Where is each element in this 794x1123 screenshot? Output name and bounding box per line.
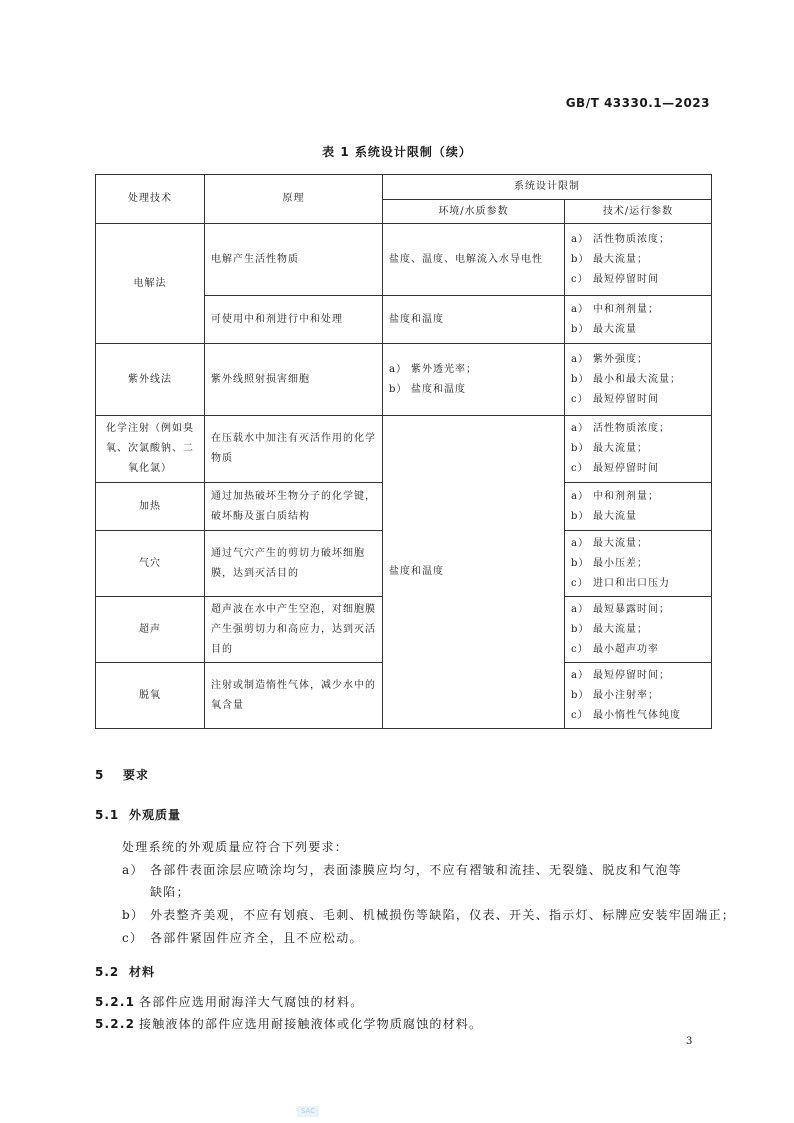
section-title: 材料 [129,965,156,979]
header-principle: 原理 [205,175,383,224]
design-limits-table [95,174,712,729]
param-item [571,270,705,290]
env-cell: 盐度和温度 [383,296,565,344]
table-row [96,344,712,416]
table-caption: 表 1 系统设计限制（续） [322,145,472,159]
principle-cell: 注射或制造惰性气体，减少水中的氧含量 [205,663,383,729]
technique-cavitation: 气穴 [96,531,205,597]
param-text: 最大流量 [593,510,637,522]
clause-5-2-2 [95,1015,482,1032]
param-item [571,390,705,410]
param-text: 最短停留时间 [593,463,659,474]
clause-5-2-1 [95,993,363,1010]
tech-cell [565,597,712,663]
param-item [389,380,558,400]
section-title: 外观质量 [129,808,182,822]
technique-uv: 紫外线法 [96,344,205,416]
principle-cell: 紫外线照射损害细胞 [205,344,383,416]
param-text: 最大流量 [593,323,637,335]
param-item [571,370,705,390]
param-item [571,459,705,479]
param-marker: a） [571,537,589,549]
tech-cell [565,483,712,531]
clause-text: 各部件应选用耐海洋大气腐蚀的材料。 [139,995,364,1009]
param-text: 最短停留时间 [593,273,659,285]
clause-number: 5.2.2 [95,1017,136,1031]
param-item [571,666,705,686]
param-item [571,250,705,270]
clause-number: 5.2.1 [95,995,136,1009]
param-item [571,230,705,250]
technique-ultrasonic: 超声 [96,597,205,663]
env-cell: 盐度、温度、电解流入水导电性 [383,224,565,296]
param-marker: b） [571,689,590,701]
principle-cell: 通过气穴产生的剪切力破坏细胞膜，达到灭活目的 [205,531,383,597]
param-marker: b） [571,373,590,385]
tech-cell [565,663,712,729]
param-text: 中和剂剂量； [593,303,659,315]
header-env-params: 环境/水质参数 [383,200,565,224]
param-marker: c） [571,709,589,721]
param-item [571,439,705,459]
param-text: 最大流量； [593,253,648,265]
param-text: 中和剂剂量； [593,490,659,502]
param-marker: c） [571,577,589,589]
param-item [571,574,705,594]
table-row [96,416,712,483]
param-marker: a） [389,363,407,375]
param-marker: c） [571,643,589,655]
param-text: 紫外透光率； [411,363,477,375]
appearance-intro: 处理系统的外观质量应符合下列要求： [122,840,349,854]
principle-cell: 在压载水中加注有灭活作用的化学物质 [205,416,383,483]
param-item [571,507,705,527]
param-text: 最小超声功率 [593,643,659,655]
param-marker: b） [571,510,590,522]
section-5-2-heading [95,963,155,980]
param-marker: b） [571,323,590,335]
header-technique: 处理技术 [96,175,205,224]
param-marker: a） [571,603,589,615]
section-number: 5.1 [95,808,120,822]
header-tech-params: 技术/运行参数 [565,200,712,224]
section-number: 5.2 [95,965,120,979]
param-marker: a） [571,303,589,315]
param-marker: b） [571,443,590,454]
param-marker: a） [571,233,589,245]
param-marker: c） [571,463,589,474]
principle-cell: 通过加热破坏生物分子的化学键，破坏酶及蛋白质结构 [205,483,383,531]
param-text: 活性物质浓度； [593,423,670,434]
principle-cell: 超声波在水中产生空泡，对细胞膜产生强剪切力和高应力，达到灭活目的 [205,597,383,663]
param-text: 活性物质浓度； [593,233,670,245]
param-item [571,600,705,620]
param-marker: a） [571,353,589,365]
param-item [571,350,705,370]
watermark-logo: SAC [297,1106,319,1117]
tech-cell [565,344,712,416]
item-text: 各部件表面涂层应喷涂均匀，表面漆膜应均匀，不应有褶皱和流挂、无裂缝、脱皮和气泡等 [150,863,683,877]
param-text: 进口和出口压力 [593,577,670,589]
param-text: 盐度和温度 [411,383,466,395]
param-text: 最短停留时间 [593,393,659,405]
param-text: 最小压差； [593,557,648,569]
item-text-continuation: 缺陷； [150,885,190,899]
param-text: 最大流量； [593,623,648,635]
standard-number: GB/T 43330.1—2023 [565,96,710,110]
param-text: 紫外强度； [593,353,648,365]
param-marker: a） [571,669,589,681]
param-item [571,640,705,660]
param-marker: a） [571,423,589,434]
param-text: 最短暴露时间； [593,603,670,615]
param-item [571,554,705,574]
table-row [96,224,712,296]
item-marker: a） [122,863,144,877]
item-text: 外表整齐美观，不应有划痕、毛刺、机械损伤等缺陷，仪表、开关、指示灯、标牌应安装牢固端正； [150,908,736,922]
param-item [571,706,705,726]
clause-text: 接触液体的部件应选用耐接触液体或化学物质腐蚀的材料。 [139,1017,483,1031]
param-item [571,300,705,320]
item-marker: c） [122,931,144,945]
section-5-1-heading [95,806,181,823]
section-number: 5 [95,768,105,782]
param-item [571,620,705,640]
param-marker: b） [571,557,590,569]
header-design-limits: 系统设计限制 [383,175,712,200]
section-title: 要求 [123,768,150,782]
technique-heating: 加热 [96,483,205,531]
param-text: 最大流量； [593,443,648,454]
page-number: 3 [686,1036,693,1047]
param-item [571,686,705,706]
env-cell [383,344,565,416]
item-text: 各部件紧固件应齐全，且不应松动。 [150,931,363,945]
param-item [571,320,705,340]
technique-chemical: 化学注射（例如臭氧、次氯酸钠、二氧化氯） [96,416,205,483]
param-text: 最小和最大流量； [593,373,681,385]
param-marker: c） [571,273,589,285]
param-item [571,487,705,507]
list-item [122,861,682,878]
param-marker: b） [571,253,590,265]
param-text: 最小注射率； [593,689,659,701]
param-marker: c） [571,393,589,405]
param-text: 最短停留时间； [593,669,670,681]
param-marker: b） [571,623,590,635]
list-item [122,929,363,946]
list-item [122,906,735,923]
param-marker: b） [389,383,408,395]
param-item [389,360,558,380]
tech-cell [565,531,712,597]
tech-cell [565,224,712,296]
param-text: 最小惰性气体纯度 [593,709,681,721]
env-cell-shared: 盐度和温度 [383,416,565,729]
param-item [571,534,705,554]
principle-cell: 电解产生活性物质 [205,224,383,296]
param-item [571,419,705,439]
principle-cell: 可使用中和剂进行中和处理 [205,296,383,344]
param-marker: a） [571,490,589,502]
item-marker: b） [122,908,145,922]
tech-cell [565,296,712,344]
section-5-heading [95,766,149,783]
technique-electrolysis: 电解法 [96,224,205,344]
tech-cell [565,416,712,483]
technique-deoxygenation: 脱氧 [96,663,205,729]
param-text: 最大流量； [593,537,648,549]
